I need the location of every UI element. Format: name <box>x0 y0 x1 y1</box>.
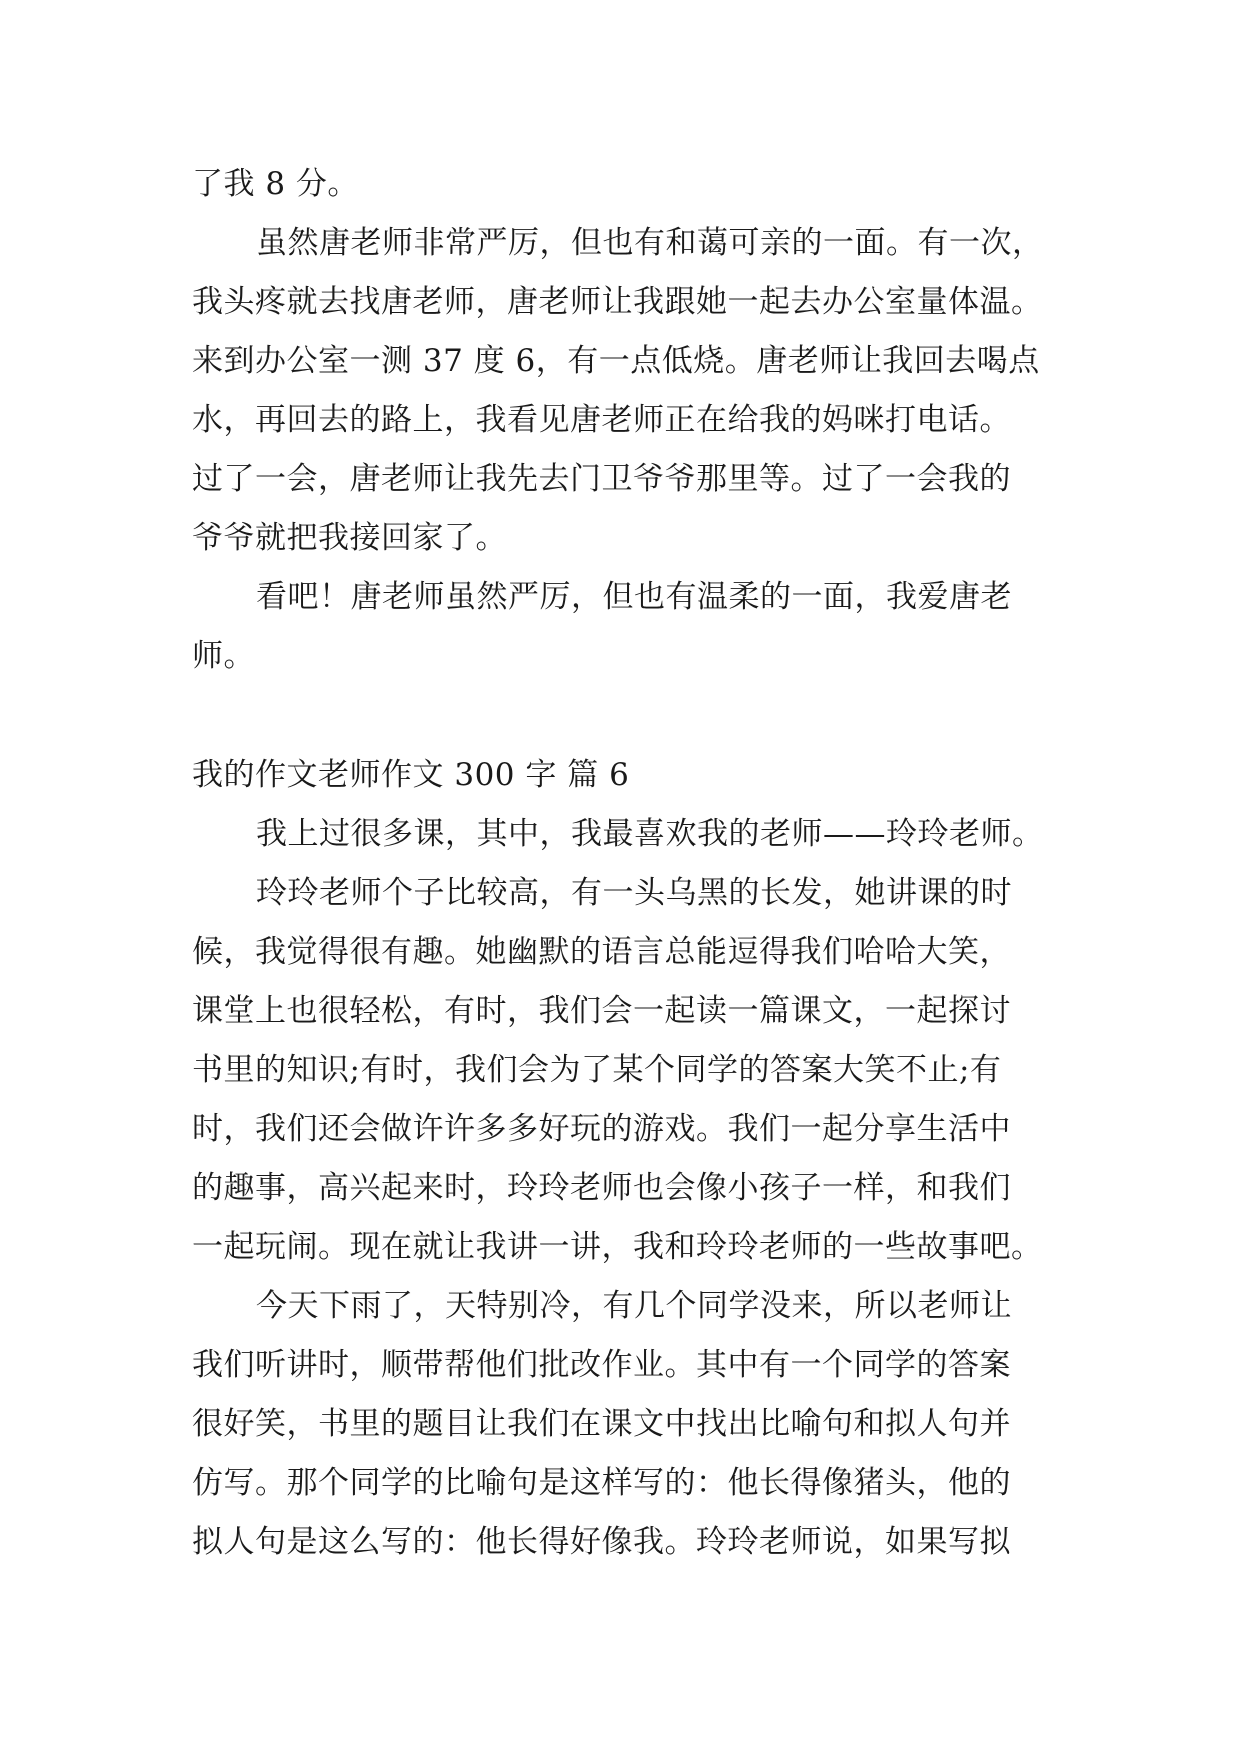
text-line: 很好笑，书里的题目让我们在课文中找出比喻句和拟人句并 <box>192 1406 1011 1442</box>
text-line: 一起玩闹。现在就让我讲一讲，我和玲玲老师的一些故事吧。 <box>192 1229 1043 1265</box>
text-line: 时，我们还会做许许多多好玩的游戏。我们一起分享生活中 <box>192 1111 1011 1147</box>
paragraph-first-line: 玲玲老师个子比较高，有一头乌黑的长发，她讲课的时 <box>256 875 1012 911</box>
text-line: 爷爷就把我接回家了。 <box>192 520 507 556</box>
text-line: 拟人句是这么写的：他长得好像我。玲玲老师说，如果写拟 <box>192 1524 1011 1560</box>
text-line: 水，再回去的路上，我看见唐老师正在给我的妈咪打电话。 <box>192 402 1011 438</box>
text-line: 的趣事，高兴起来时，玲玲老师也会像小孩子一样，和我们 <box>192 1170 1011 1206</box>
text-line: 书里的知识;有时，我们会为了某个同学的答案大笑不止;有 <box>192 1052 1002 1088</box>
paragraph-first-line: 虽然唐老师非常严厉，但也有和蔼可亲的一面。有一次， <box>256 225 1044 261</box>
text-line: 我们听讲时，顺带帮他们批改作业。其中有一个同学的答案 <box>192 1347 1011 1383</box>
text-line: 了我 8 分。 <box>192 166 359 202</box>
text-line: 候，我觉得很有趣。她幽默的语言总能逗得我们哈哈大笑， <box>192 934 1011 970</box>
text-line: 课堂上也很轻松，有时，我们会一起读一篇课文，一起探讨 <box>192 993 1011 1029</box>
text-line: 仿写。那个同学的比喻句是这样写的：他长得像猪头，他的 <box>192 1465 1011 1501</box>
text-line: 师。 <box>192 638 255 674</box>
text-line: 过了一会，唐老师让我先去门卫爷爷那里等。过了一会我的 <box>192 461 1011 497</box>
text-line: 来到办公室一测 37 度 6，有一点低烧。唐老师让我回去喝点 <box>192 343 1040 379</box>
section-heading: 我的作文老师作文 300 字 篇 6 <box>192 757 630 793</box>
paragraph-first-line: 今天下雨了，天特别冷，有几个同学没来，所以老师让 <box>256 1288 1012 1324</box>
paragraph-first-line: 看吧！唐老师虽然严厉，但也有温柔的一面，我爱唐老 <box>256 579 1012 615</box>
text-line: 我头疼就去找唐老师，唐老师让我跟她一起去办公室量体温。 <box>192 284 1043 320</box>
paragraph-first-line: 我上过很多课，其中，我最喜欢我的老师——玲玲老师。 <box>256 816 1044 852</box>
